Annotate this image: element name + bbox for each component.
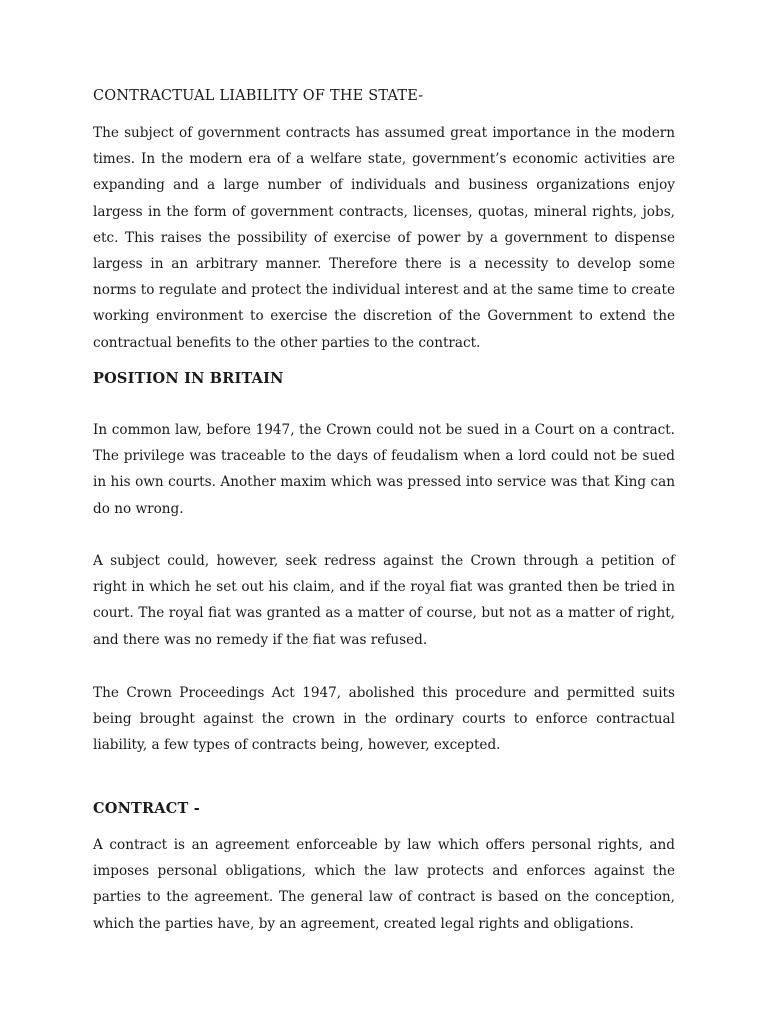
- paragraph-contract-definition: A contract is an agreement enforceable by law which offers personal rights, and imposes personal obligations, which the law protects and enforces against the parties to the agreement. The general law of contract is based on the conception, which the parties have, by an agreement, created legal rights and obligations.: [93, 837, 675, 932]
- page-title: CONTRACTUAL LIABILITY OF THE STATE-: [93, 88, 424, 104]
- section-heading-britain: POSITION IN BRITAIN: [93, 370, 284, 387]
- paragraph-britain-act-1947: The Crown Proceedings Act 1947, abolished this procedure and permitted suits being brought against the crown in the ordinary courts to enforce contractual liability, a few types of contracts being, however, excepted.: [93, 685, 675, 754]
- paragraph-britain-petition: A subject could, however, seek redress against the Crown through a petition of right in which he set out his claim, and if the royal fiat was granted then be tried in court. The royal fiat was granted as a matter of course, but not as a matter of right, and there was no remedy if the fiat was refused.: [93, 553, 675, 648]
- paragraph-britain-common-law: In common law, before 1947, the Crown could not be sued in a Court on a contract. The privilege was traceable to the days of feudalism when a lord could not be sued in his own courts. Another maxim which was pressed into service was that King can do no wrong.: [93, 422, 675, 517]
- section-heading-contract: CONTRACT -: [93, 800, 200, 817]
- paragraph-intro: The subject of government contracts has assumed great importance in the modern times. In the modern era of a welfare state, government’s economic activities are expanding and a large number of individuals and business organizations enjoy largess in the form of government contracts, licenses, quotas, mineral rights, jobs, etc. This raises the possibility of exercise of power by a government to dispense largess in an arbitrary manner. Therefore there is a necessity to develop some norms to regulate and protect the individual interest and at the same time to create working environment to exercise the discretion of the Government to extend the contractual benefits to the other parties to the contract.: [93, 125, 675, 351]
